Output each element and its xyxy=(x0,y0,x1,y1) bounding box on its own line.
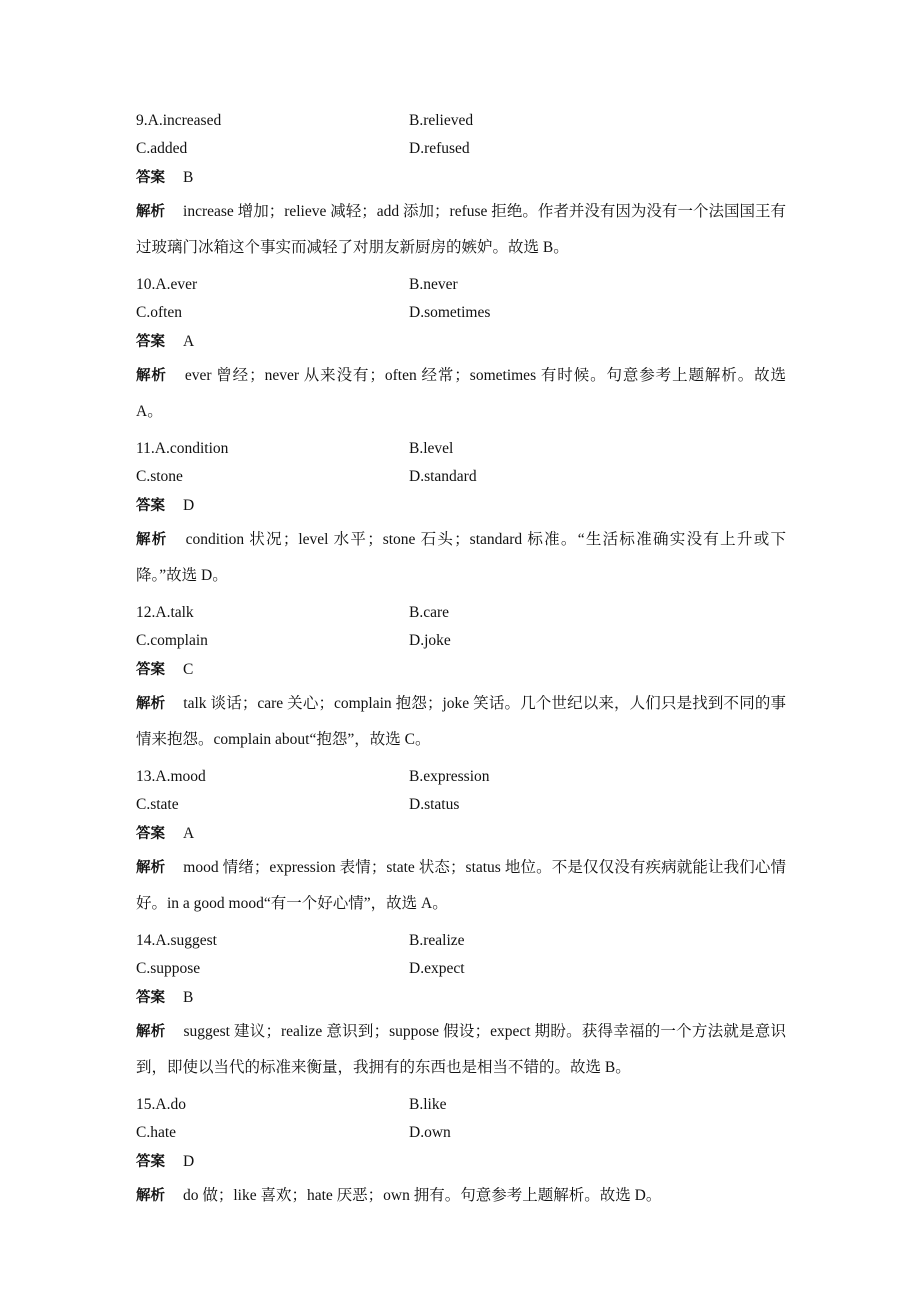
answer-label: 答案 xyxy=(136,1154,165,1170)
answer-value: A xyxy=(183,825,195,842)
answer-line xyxy=(136,655,786,685)
option-b: B.like xyxy=(409,1096,447,1113)
analysis-text: suggest 建议；realize 意识到；suppose 假设；expect 期盼。获得幸福的一个方法就是意识到，即使以当代的标准来衡量，我拥有的东西也是相当不错的。故选 B。 xyxy=(136,1023,786,1076)
analysis-label: 解析 xyxy=(136,368,167,384)
option-a: 15.A.do xyxy=(136,1096,186,1113)
analysis-text: ever 曾经；never 从来没有；often 经常；sometimes 有时候。句意参考上题解析。故选 A。 xyxy=(136,367,786,420)
analysis-label: 解析 xyxy=(136,860,166,876)
options-row-2 xyxy=(136,955,786,983)
options-row-1 xyxy=(136,927,786,955)
option-c: C.state xyxy=(136,796,179,813)
options-row-2 xyxy=(136,627,786,655)
analysis-paragraph xyxy=(136,686,786,757)
option-b: B.expression xyxy=(409,768,490,785)
analysis-text: do 做；like 喜欢；hate 厌恶；own 拥有。句意参考上题解析。故选 D。 xyxy=(183,1187,662,1204)
option-a: 14.A.suggest xyxy=(136,932,217,949)
option-d: D.own xyxy=(409,1124,451,1141)
answer-line xyxy=(136,819,786,849)
analysis-text: increase 增加；relieve 减轻；add 添加；refuse 拒绝。作者并没有因为没有一个法国国王有过玻璃门冰箱这个事实而减轻了对朋友新厨房的嫉妒。故选 B。 xyxy=(136,203,787,256)
analysis-paragraph xyxy=(136,522,786,593)
options-row-2 xyxy=(136,299,786,327)
options-row-1 xyxy=(136,763,786,791)
option-c: C.often xyxy=(136,304,183,321)
option-a: 12.A.talk xyxy=(136,604,194,621)
question-11 xyxy=(136,435,786,593)
option-b: B.care xyxy=(409,604,450,621)
option-c: C.hate xyxy=(136,1124,177,1141)
document-page xyxy=(136,107,786,1220)
analysis-paragraph xyxy=(136,1178,786,1214)
option-b: B.level xyxy=(409,440,454,457)
answer-value: C xyxy=(183,661,194,678)
option-a: 10.A.ever xyxy=(136,276,198,293)
answer-label: 答案 xyxy=(136,662,165,678)
option-d: D.standard xyxy=(409,468,477,485)
options-row-1 xyxy=(136,107,786,135)
analysis-paragraph xyxy=(136,1014,786,1085)
analysis-text: talk 谈话；care 关心；complain 抱怨；joke 笑话。几个世纪以来，人们只是找到不同的事情来抱怨。complain about“抱怨”，故选 C。 xyxy=(136,695,786,748)
option-b: B.relieved xyxy=(409,112,474,129)
answer-label: 答案 xyxy=(136,990,165,1006)
answer-label: 答案 xyxy=(136,498,165,514)
options-row-1 xyxy=(136,1091,786,1119)
option-d: D.joke xyxy=(409,632,451,649)
options-row-2 xyxy=(136,791,786,819)
analysis-label: 解析 xyxy=(136,1188,165,1204)
answer-line xyxy=(136,983,786,1013)
question-14 xyxy=(136,927,786,1085)
option-a: 9.A.increased xyxy=(136,112,222,129)
analysis-paragraph xyxy=(136,358,786,429)
options-row-2 xyxy=(136,463,786,491)
option-d: D.status xyxy=(409,796,460,813)
option-a: 11.A.condition xyxy=(136,440,229,457)
answer-line xyxy=(136,1147,786,1177)
analysis-text: mood 情绪；expression 表情；state 状态；status 地位。不是仅仅没有疾病就能让我们心情好。in a good mood“有一个好心情”，故选 A。 xyxy=(136,859,787,912)
option-c: C.complain xyxy=(136,632,208,649)
analysis-label: 解析 xyxy=(136,1024,166,1040)
answer-label: 答案 xyxy=(136,170,165,186)
option-c: C.suppose xyxy=(136,960,201,977)
option-b: B.never xyxy=(409,276,458,293)
option-d: D.sometimes xyxy=(409,304,491,321)
option-c: C.added xyxy=(136,140,188,157)
option-a: 13.A.mood xyxy=(136,768,206,785)
answer-value: D xyxy=(183,497,195,514)
question-9 xyxy=(136,107,786,265)
answer-line xyxy=(136,163,786,193)
answer-value: A xyxy=(183,333,195,350)
question-15 xyxy=(136,1091,786,1214)
answer-value: D xyxy=(183,1153,195,1170)
options-row-2 xyxy=(136,1119,786,1147)
question-10 xyxy=(136,271,786,429)
options-row-1 xyxy=(136,435,786,463)
analysis-label: 解析 xyxy=(136,532,168,548)
question-13 xyxy=(136,763,786,921)
answer-line xyxy=(136,491,786,521)
analysis-paragraph xyxy=(136,194,786,265)
answer-value: B xyxy=(183,989,194,1006)
analysis-label: 解析 xyxy=(136,204,166,220)
option-c: C.stone xyxy=(136,468,183,485)
answer-value: B xyxy=(183,169,194,186)
option-d: D.refused xyxy=(409,140,470,157)
options-row-1 xyxy=(136,599,786,627)
option-b: B.realize xyxy=(409,932,465,949)
options-row-1 xyxy=(136,271,786,299)
answer-label: 答案 xyxy=(136,334,165,350)
analysis-paragraph xyxy=(136,850,786,921)
analysis-text: condition 状况；level 水平；stone 石头；standard 标准。“生活标准确实没有上升或下降。”故选 D。 xyxy=(136,531,787,584)
question-12 xyxy=(136,599,786,757)
answer-label: 答案 xyxy=(136,826,165,842)
analysis-label: 解析 xyxy=(136,696,166,712)
option-d: D.expect xyxy=(409,960,465,977)
options-row-2 xyxy=(136,135,786,163)
answer-line xyxy=(136,327,786,357)
